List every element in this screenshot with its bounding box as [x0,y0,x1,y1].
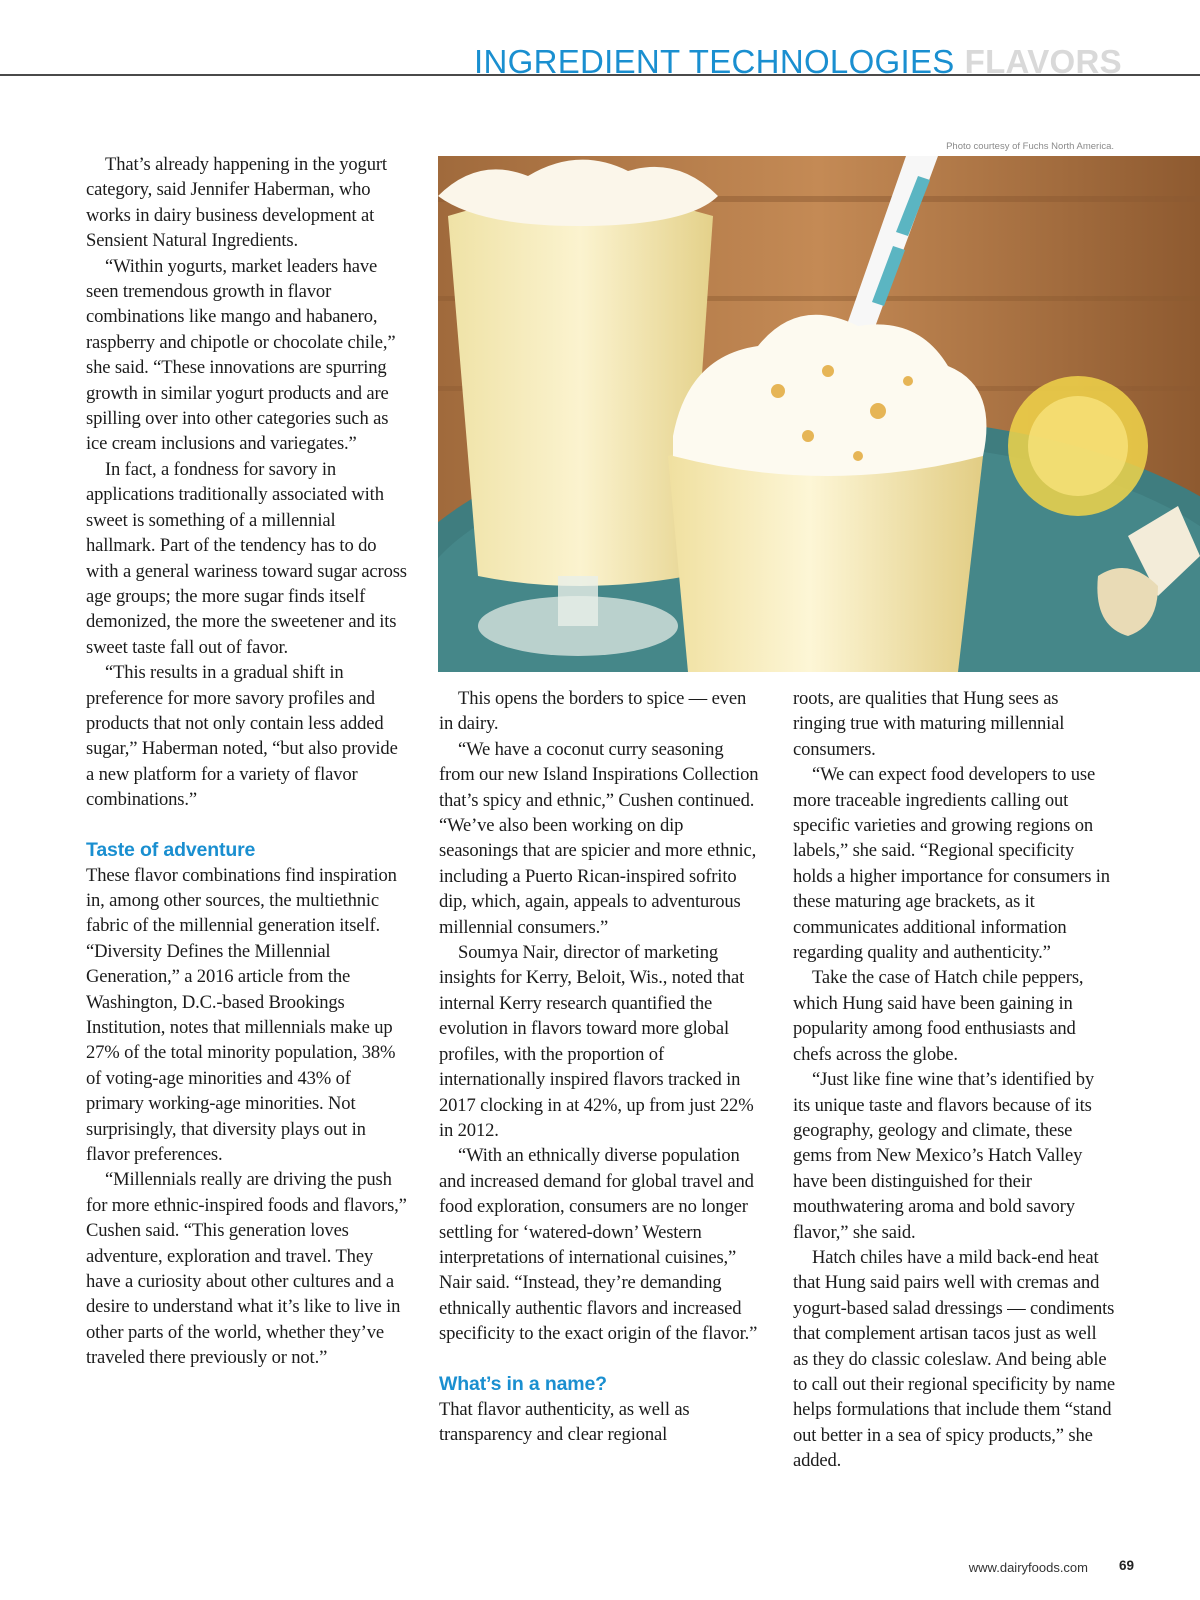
text-column-3 [793,686,1115,1474]
section-header [474,42,1122,82]
body-paragraph: That’s already happening in the yogurt category, said Jennifer Haberman, who works in dairy business development at Sensient Natural Ingredients. [86,154,387,252]
body-paragraph: “We have a coconut curry seasoning from our new Island Inspirations Collection that’s spicy and ethnic,” Cushen continued. “We’ve also been working on dip seasonings that are spicier and more ethnic, including a Puerto Rican-inspired sofrito dip, which, again, appeals to adventurous millennial consumers.” [439,738,759,938]
body-paragraph: “This results in a gradual shift in preference for more savory profiles and products that not only contain less added sugar,” Haberman noted, “but also provide a new platform for a variety of flavor combinations.” [86,662,398,811]
page-number: 69 [1118,1558,1134,1573]
subsection-name: FLAVORS [964,43,1122,80]
body-paragraph: “With an ethnically diverse population and increased demand for global travel and food exploration, consumers are no longer settling for ‘watered-down’ Western interpretations of international cuisines,” Nair said. “Instead, they’re demanding ethnically authentic flavors and increased specificity to the exact origin of the flavor.” [439,1145,758,1345]
body-paragraph: Take the case of Hatch chile peppers, which Hung said have been gaining in popularity among food enthusiasts and chefs across the globe. [793,967,1084,1065]
body-paragraph: “Just like fine wine that’s identified by its unique taste and flavors because of its geography, geology and climate, these gems from New Mexico’s Hatch Valley have been distinguished for their mouthwatering aroma and bold savory flavor,” she said. [793,1069,1094,1243]
footer-url: www.dairyfoods.com [968,1560,1088,1575]
body-paragraph: “Within yogurts, market leaders have seen tremendous growth in flavor combinations like mango and habanero, raspberry and chipotle or chocolate chile,” she said. “These innovations are spurring growth in similar yogurt products and are spilling over into other categories such as ice cream inclusions and variegates.” [86,255,396,455]
body-paragraph: Soumya Nair, director of marketing insights for Kerry, Beloit, Wis., noted that internal Kerry research quantified the evolution in flavors toward more global profiles, with the proportion of internationally inspired flavors tracked in 2017 clocking in at 42%, up from just 22% in 2012. [439,942,754,1141]
body-paragraph: That flavor authenticity, as well as transparency and clear regional [439,1398,690,1445]
photo-credit: Photo courtesy of Fuchs North America. [946,141,1114,152]
subheading: Taste of adventure [86,838,256,861]
body-paragraph: “We can expect food developers to use more traceable ingredients calling out specific varieties and growing regions on labels,” she said. “Regional specificity holds a higher importance for consumers in these maturing age brackets, as it communicates additional information regarding quality and authenticity.” [793,764,1110,964]
body-paragraph: “Millennials really are driving the push for more ethnic-inspired foods and flavors,” Cushen said. “This generation loves adventure, exploration and travel. They have a curiosity about other cultures and a desire to understand what it’s like to live in other parts of the world, whether they’ve traveled there previously or not.” [86,1169,407,1369]
section-name: INGREDIENT TECHNOLOGIES [474,43,955,80]
subheading: What’s in a name? [439,1372,607,1395]
text-column-2 [439,686,761,1447]
text-column-1 [86,152,408,1371]
body-paragraph: Hatch chiles have a mild back-end heat that Hung said pairs well with cremas and yogurt-based salad dressings — condiments that complement artisan tacos just as well as they do classic coleslaw. And being able to call out their regional specificity by name helps formulations that include them “stand out better in a sea of spicy products,” she added. [793,1246,1115,1472]
body-paragraph: In fact, a fondness for savory in applications traditionally associated with sweet is something of a millennial hallmark. Part of the tendency has to do with a general wariness toward sugar across age groups; the more sugar finds itself demonized, the more the sweetener and its sweet taste fall out of favor. [86,458,407,658]
body-paragraph: roots, are qualities that Hung sees as ringing true with maturing millennial consumers. [793,688,1065,760]
body-paragraph: This opens the borders to spice — even in dairy. [439,688,747,735]
milkshake-photo [438,156,1200,672]
body-paragraph: These flavor combinations find inspiration in, among other sources, the multiethnic fabric of the millennial generation itself. “Diversity Defines the Millennial Generation,” a 2016 article from the Washington, D.C.-based Brookings Institution, notes that millennials make up 27% of the total minority population, 38% of voting-age minorities and 43% of primary working-age minorities. Not surprisingly, that diversity plays out in flavor preferences. [86,864,397,1166]
